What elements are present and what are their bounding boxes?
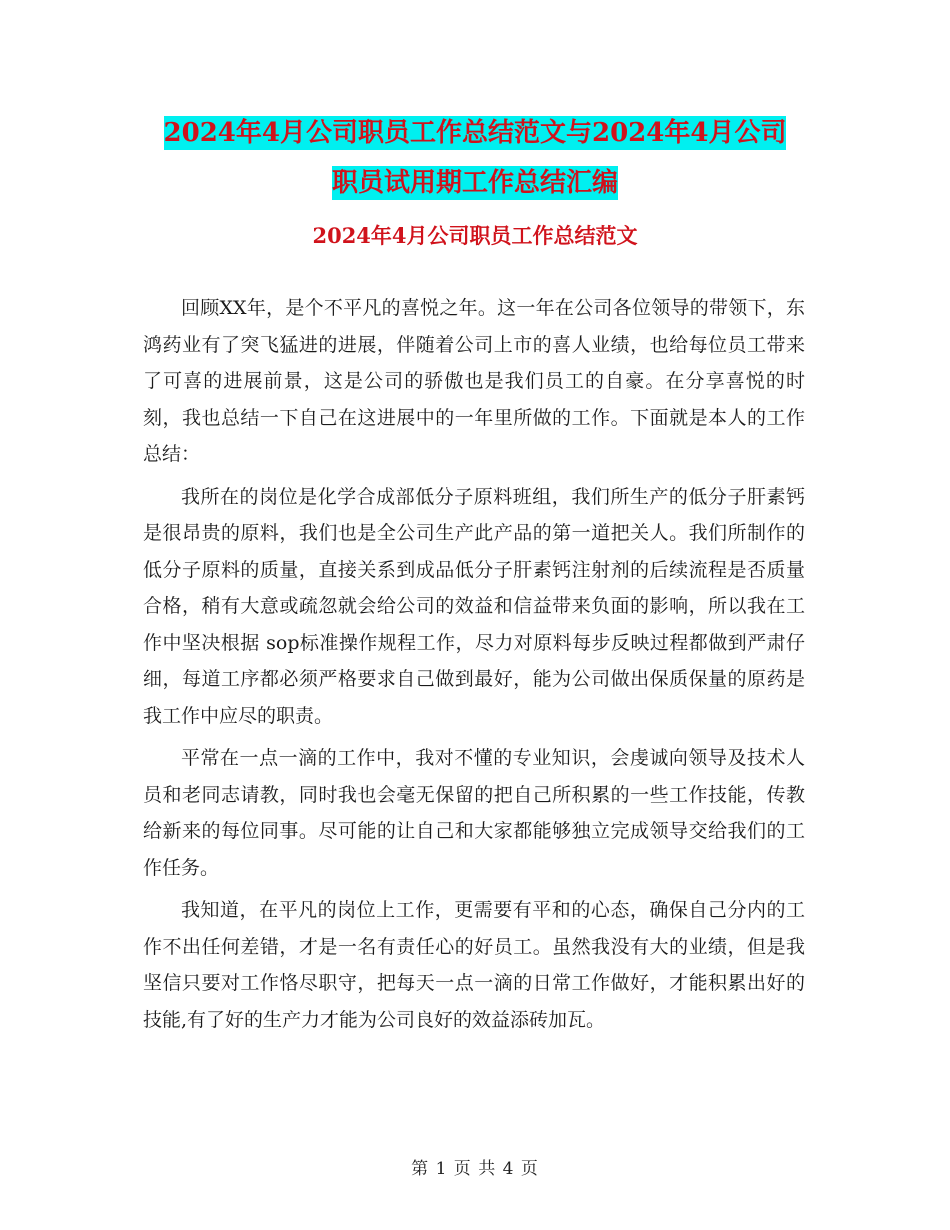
body-text — [143, 290, 805, 1044]
section-title: 2024年4月公司职员工作总结范文 — [312, 223, 638, 248]
paragraph-1: 回顾XX年，是个不平凡的喜悦之年。这一年在公司各位领导的带领下，东鸿药业有了突飞猛进的进展，伴随着公司上市的喜人业绩，也给每位员工带来了可喜的进展前景，这是公司的骄傲也是我们员工的自豪。在分享喜悦的时刻，我也总结一下自己在这进展中的一年里所做的工作。下面就是本人的工作总结： — [143, 297, 805, 465]
page-footer: 第 1 页 共 4 页 — [411, 1159, 539, 1179]
title-line-2: 职员试用期工作总结汇编 — [331, 168, 618, 198]
paragraph-2: 我所在的岗位是化学合成部低分子原料班组，我们所生产的低分子肝素钙是很昂贵的原料，我们也是全公司生产此产品的第一道把关人。我们所制作的低分子原料的质量，直接关系到成品低分子肝素钙注射剂的后续流程是否质量合格，稍有大意或疏忽就会给公司的效益和信益带来负面的影响，所以我在工作中坚决根据 sop标准操作规程工作，尽力对原料每步反映过程都做到严肃仔细，每道工序都必须严格要求自己做到最好，能为公司做出保质保量的原药是我工作中应尽的职责。 — [143, 485, 805, 727]
title-line-1: 2024年4月公司职员工作总结范文与2024年4月公司 — [163, 118, 787, 148]
paragraph-3: 平常在一点一滴的工作中，我对不懂的专业知识，会虔诚向领导及技术人员和老同志请教，同时我也会毫无保留的把自己所积累的一些工作技能，传教给新来的每位同事。尽可能的让自己和大家都能够独立完成领导交给我们的工作任务。 — [143, 747, 805, 879]
document-title — [0, 108, 950, 208]
paragraph-4: 我知道，在平凡的岗位上工作，更需要有平和的心态，确保自己分内的工作不出任何差错，才是一名有责任心的好员工。虽然我没有大的业绩，但是我坚信只要对工作恪尽职守，把每天一点一滴的日常工作做好，才能积累出好的技能,有了好的生产力才能为公司良好的效益添砖加瓦。 — [143, 899, 805, 1031]
